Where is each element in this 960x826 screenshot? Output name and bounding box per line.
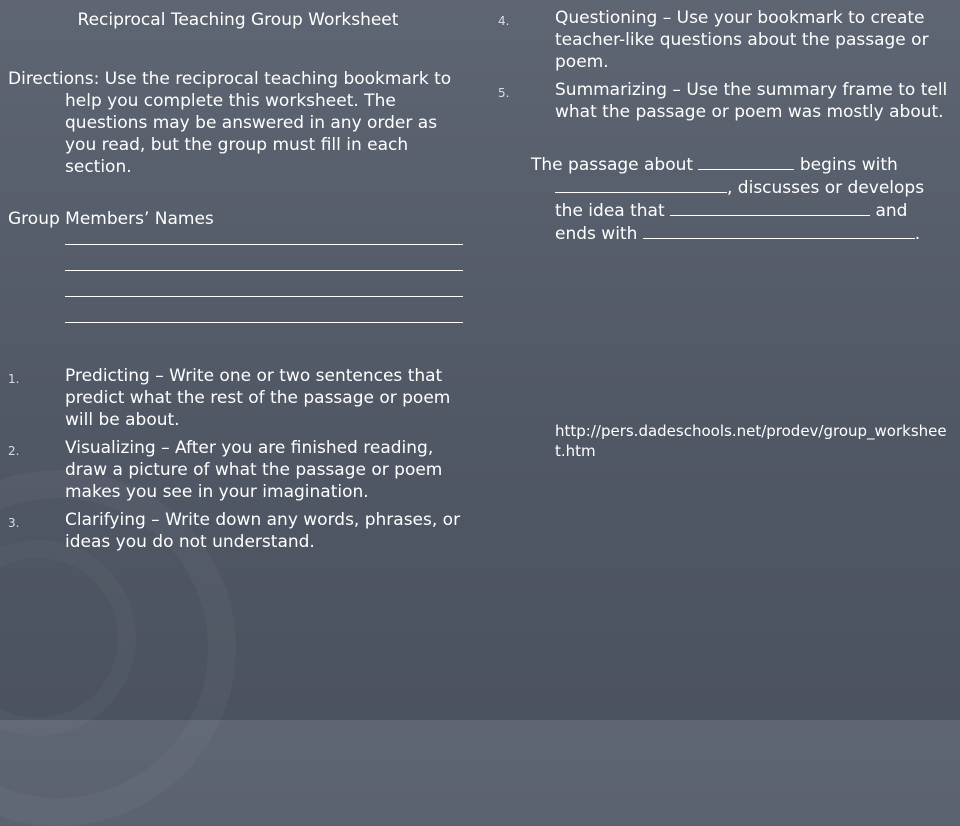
task-item-questioning (498, 7, 948, 73)
task-item-predicting (8, 365, 468, 431)
summary-frame-part: , discusses or develops the idea that (555, 178, 925, 221)
summary-frame-part: begins with (799, 155, 898, 175)
left-column (8, 0, 468, 553)
summary-frame-part: and ends with (555, 201, 908, 244)
member-name-lines (8, 230, 468, 323)
right-column (498, 0, 948, 461)
task-item-summarizing (498, 79, 948, 123)
item-text: Summarizing – Use the summary frame to tell what the passage or poem was mostly about. (555, 80, 948, 122)
member-name-line[interactable] (65, 297, 463, 323)
item-number: 2. (8, 444, 20, 458)
task-item-clarifying (8, 509, 468, 553)
worksheet-title: Reciprocal Teaching Group Worksheet (77, 10, 399, 30)
item-number: 5. (498, 86, 510, 100)
summary-frame (498, 153, 948, 245)
summary-frame-part: . (914, 224, 921, 244)
member-name-line[interactable] (65, 230, 463, 245)
summary-blank-beginning[interactable] (555, 176, 727, 193)
member-name-line[interactable] (65, 245, 463, 271)
group-members-label: Group Members’ Names (8, 209, 214, 229)
item-number: 4. (498, 14, 510, 28)
summary-blank-topic[interactable] (698, 153, 794, 170)
task-list-left (8, 365, 468, 553)
source-url-link[interactable] (555, 421, 955, 461)
item-text: Predicting – Write one or two sentences that predict what the rest of the passage or poem will be about. (65, 366, 451, 430)
summary-frame-part: The passage about (531, 155, 694, 175)
summary-blank-idea[interactable] (670, 199, 870, 216)
item-text: Questioning – Use your bookmark to create teacher-like questions about the passage or poem. (555, 8, 929, 72)
item-number: 3. (8, 516, 20, 530)
member-name-line[interactable] (65, 271, 463, 297)
item-text: Visualizing – After you are finished reading, draw a picture of what the passage or poem makes you see in your imagination. (65, 438, 443, 502)
directions-text: Directions: Use the reciprocal teaching bookmark to help you complete this worksheet. The questions may be answered in any order as you read, but the group must fill in each section. (8, 69, 452, 177)
task-item-visualizing (8, 437, 468, 503)
item-text: Clarifying – Write down any words, phrases, or ideas you do not understand. (65, 510, 461, 552)
summary-blank-ending[interactable] (643, 222, 915, 239)
task-list-right (498, 7, 948, 123)
item-number: 1. (8, 372, 20, 386)
source-url-text[interactable]: http://pers.dadeschools.net/prodev/group_worksheet.htm (555, 422, 947, 460)
